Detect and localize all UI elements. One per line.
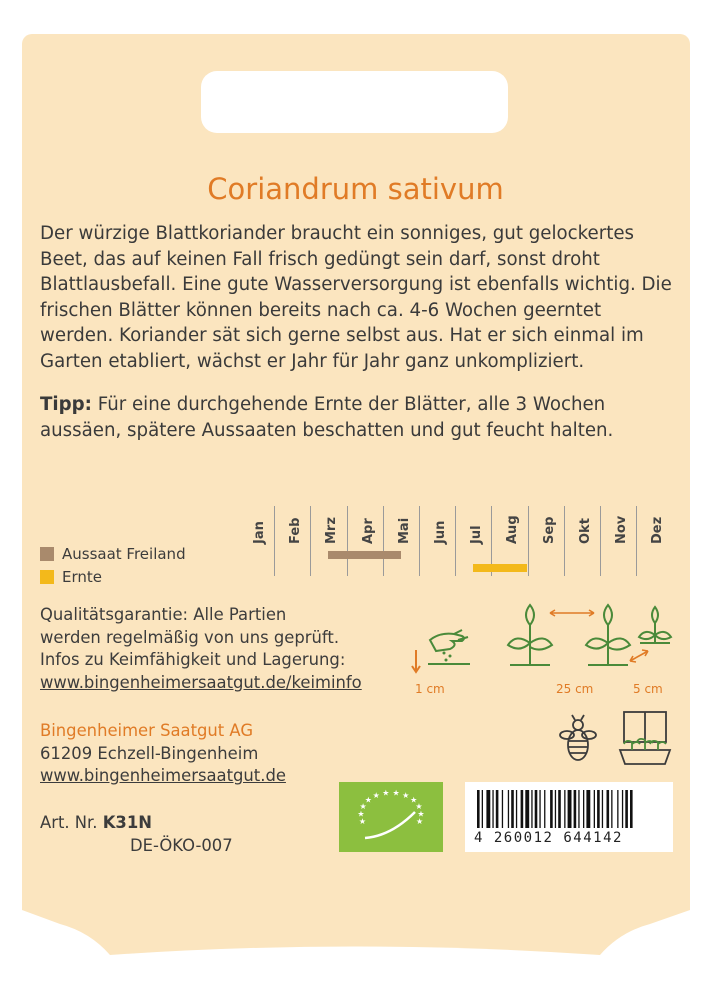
keiminfo-link[interactable]: www.bingenheimersaatgut.de/keiminfo xyxy=(40,672,362,692)
month-mai xyxy=(383,500,419,575)
tip-text xyxy=(40,392,680,443)
month-sep xyxy=(528,500,564,575)
barcode-bar xyxy=(555,790,556,828)
barcode-bar xyxy=(531,790,532,828)
packet-bottom-edge xyxy=(0,910,711,1000)
tip-body: Für eine durchgehende Ernte der Blätter, alle 3 Wochen aussäen, spätere Aussaaten beschatten und gut feucht halten. xyxy=(40,394,614,441)
barcode-bar xyxy=(496,790,499,828)
sowing-swatch xyxy=(40,547,54,561)
eu-star: ★ xyxy=(417,809,425,819)
barcode-bar xyxy=(607,790,610,828)
species-title: Coriandrum sativum xyxy=(207,172,504,207)
company-block xyxy=(40,720,286,788)
quality-guarantee xyxy=(40,604,362,694)
barcode-bar xyxy=(578,790,579,828)
barcode-bar xyxy=(539,790,540,828)
month-okt xyxy=(564,500,600,575)
barcode-bar xyxy=(617,790,618,828)
eu-star: ★ xyxy=(364,795,372,805)
barcode-bar xyxy=(568,790,572,828)
article-number xyxy=(40,812,152,835)
company-address: 61209 Echzell-Bingenheim xyxy=(40,743,259,763)
month-mrz xyxy=(310,500,346,575)
harvest-bar xyxy=(473,564,527,572)
hanger-hole xyxy=(201,71,508,133)
month-label: Apr xyxy=(360,518,376,544)
barcode-bar xyxy=(586,790,590,828)
company-website[interactable]: www.bingenheimersaatgut.de xyxy=(40,766,286,785)
article-code: K31N xyxy=(102,813,152,832)
eu-star: ★ xyxy=(358,816,367,826)
month-jan xyxy=(238,500,274,575)
tip-label: Tipp: xyxy=(40,394,92,415)
eu-leaf-stars-icon xyxy=(339,782,443,852)
depth-label: 1 cm xyxy=(415,682,445,696)
month-label: Jun xyxy=(433,520,448,544)
eu-star: ★ xyxy=(372,790,380,800)
harvest-swatch xyxy=(40,570,54,584)
barcode-bar xyxy=(630,790,633,828)
month-feb xyxy=(274,500,310,575)
plant-spacing-icon xyxy=(500,603,680,673)
barcode-bar xyxy=(482,790,483,828)
month-label: Jul xyxy=(469,525,485,544)
barcode-bar xyxy=(625,790,628,828)
eu-star: ★ xyxy=(382,788,390,798)
eu-star: ★ xyxy=(415,802,423,812)
balcony-pot-icon xyxy=(618,710,672,768)
month-label: Mrz xyxy=(324,517,340,544)
organic-control-code: DE-ÖKO-007 xyxy=(130,836,233,855)
month-dez xyxy=(636,500,672,575)
eu-star: ★ xyxy=(402,790,410,800)
barcode-bar xyxy=(602,790,603,828)
month-label: Mai xyxy=(396,517,412,544)
month-nov xyxy=(600,500,636,575)
barcode-bar xyxy=(521,790,524,828)
eu-organic-logo xyxy=(339,782,443,852)
eu-star: ★ xyxy=(357,809,365,819)
month-apr xyxy=(347,500,383,575)
article-label: Art. Nr. xyxy=(40,813,103,832)
bee-icon xyxy=(558,713,598,765)
legend-harvest xyxy=(40,568,102,586)
barcode-bar xyxy=(597,790,600,828)
barcode-bar xyxy=(508,790,509,828)
legend-harvest-label: Ernte xyxy=(62,568,102,586)
barcode-bar xyxy=(492,790,493,828)
month-label: Dez xyxy=(650,516,666,544)
barcode-bar xyxy=(544,790,545,828)
month-label: Aug xyxy=(505,515,521,544)
month-jun xyxy=(419,500,455,575)
barcode-bar xyxy=(622,790,623,828)
barcode-bar xyxy=(525,790,529,828)
barcode-bar xyxy=(594,790,595,828)
barcode-bar xyxy=(511,790,514,828)
legend-sowing-label: Aussaat Freiland xyxy=(62,545,186,563)
barcode-bar xyxy=(486,790,490,828)
barcode-bar xyxy=(564,790,565,828)
barcode-bar xyxy=(477,790,480,828)
description-text: Der würzige Blattkoriander braucht ein sonniges, gut gelockertes Beet, das auf keinen Fall frisch gedüngt sein darf, sonst droht Blattlausbefall. Eine gute Wasserversorgung ist ebenfalls wichtig. Die frischen Blätter können bereits nach ca. 4-6 Wochen geerntet werden. Koriander sät sich gerne selbst aus. Hat er sich einmal im Garten etabliert, wächst er Jahr für Jahr ganz unkompliziert. xyxy=(40,223,672,372)
barcode-bar xyxy=(574,790,577,828)
month-label: Jan xyxy=(252,521,267,544)
quality-line-3: Infos zu Keimfähigkeit und Lagerung: xyxy=(40,650,346,669)
sowing-bar xyxy=(328,551,400,559)
barcode-bar xyxy=(502,790,503,828)
barcode-bar xyxy=(611,790,612,828)
eu-star: ★ xyxy=(392,788,400,798)
month-label: Feb xyxy=(288,517,304,544)
barcode-bar xyxy=(550,790,553,828)
barcode-bar xyxy=(558,790,561,828)
plant-spacing-label: 5 cm xyxy=(633,682,663,696)
barcode-bar xyxy=(516,790,517,828)
eu-star: ★ xyxy=(415,816,424,826)
legend-sowing xyxy=(40,545,186,563)
company-name: Bingenheimer Saatgut AG xyxy=(40,721,254,740)
quality-line-1: Qualitätsgarantie: Alle Partien xyxy=(40,605,287,624)
month-label: Okt xyxy=(577,518,593,544)
barcode-bar xyxy=(583,790,584,828)
eu-star: ★ xyxy=(359,802,367,812)
quality-line-2: werden regelmäßig von uns geprüft. xyxy=(40,627,340,647)
barcode-bar xyxy=(535,790,538,828)
eu-star: ★ xyxy=(410,795,418,805)
row-spacing-label: 25 cm xyxy=(556,682,594,696)
month-label: Nov xyxy=(614,515,629,544)
sowing-hand-icon xyxy=(410,620,480,680)
barcode-number: 4 260012 644142 xyxy=(474,830,623,846)
month-label: Sep xyxy=(541,516,557,544)
eu-leaf-stroke xyxy=(365,812,415,838)
